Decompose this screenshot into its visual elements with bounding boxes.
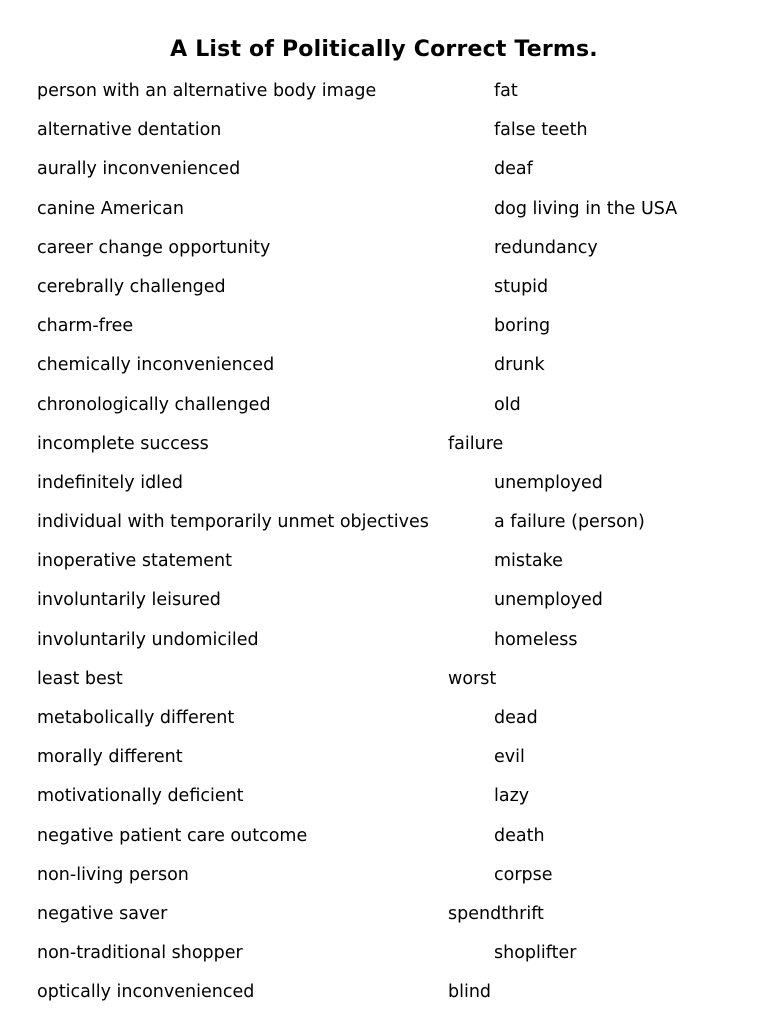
politically-correct-term: involuntarily undomiciled <box>37 629 259 650</box>
politically-correct-term: charm-free <box>37 316 134 337</box>
plain-meaning: dog living in the USA <box>494 198 678 219</box>
politically-correct-term: non-living person <box>37 864 189 885</box>
page-title: A List of Politically Correct Terms. <box>170 37 598 62</box>
term-row <box>0 973 768 1012</box>
plain-meaning: a failure (person) <box>494 512 645 533</box>
plain-meaning: drunk <box>494 355 545 376</box>
term-row <box>0 699 768 738</box>
term-row <box>0 934 768 973</box>
politically-correct-term: chronologically challenged <box>37 394 271 415</box>
plain-meaning: old <box>494 394 521 415</box>
term-row <box>0 503 768 542</box>
politically-correct-term: incomplete success <box>37 433 209 454</box>
plain-meaning: deaf <box>494 159 533 180</box>
politically-correct-term: optically inconvenienced <box>37 982 255 1003</box>
politically-correct-term: individual with temporarily unmet objectives <box>37 512 429 533</box>
term-row <box>0 660 768 699</box>
politically-correct-term: career change opportunity <box>37 237 271 258</box>
politically-correct-term: metabolically different <box>37 708 235 728</box>
politically-correct-term: canine American <box>37 198 184 219</box>
politically-correct-term: cerebrally challenged <box>37 276 226 297</box>
term-row <box>0 346 768 385</box>
terms-list <box>0 72 768 1013</box>
plain-meaning: evil <box>494 747 525 768</box>
plain-meaning: lazy <box>494 786 530 807</box>
term-row <box>0 856 768 895</box>
plain-meaning: death <box>494 825 545 846</box>
term-row <box>0 72 768 111</box>
politically-correct-term: person with an alternative body image <box>37 81 377 101</box>
term-row <box>0 425 768 464</box>
politically-correct-term: indefinitely idled <box>37 472 183 493</box>
term-row <box>0 542 768 581</box>
politically-correct-term: morally different <box>37 747 183 768</box>
politically-correct-term: aurally inconvenienced <box>37 159 241 180</box>
term-row <box>0 621 768 660</box>
plain-meaning: unemployed <box>494 590 603 611</box>
politically-correct-term: chemically inconvenienced <box>37 355 275 376</box>
term-row <box>0 464 768 503</box>
politically-correct-term: least best <box>37 668 123 689</box>
plain-meaning: fat <box>494 81 518 101</box>
term-row <box>0 817 768 856</box>
politically-correct-term: motivationally deficient <box>37 786 244 807</box>
plain-meaning: unemployed <box>494 472 603 493</box>
plain-meaning: worst <box>448 668 497 689</box>
plain-meaning: dead <box>494 708 538 728</box>
plain-meaning: false teeth <box>494 120 588 141</box>
politically-correct-term: non-traditional shopper <box>37 943 243 964</box>
plain-meaning: redundancy <box>494 237 598 258</box>
plain-meaning: failure <box>448 433 504 454</box>
term-row <box>0 150 768 189</box>
politically-correct-term: negative patient care outcome <box>37 825 308 846</box>
term-row <box>0 229 768 268</box>
term-row <box>0 738 768 777</box>
term-row <box>0 111 768 150</box>
term-row <box>0 190 768 229</box>
term-row <box>0 307 768 346</box>
plain-meaning: boring <box>494 316 551 337</box>
plain-meaning: blind <box>448 982 492 1003</box>
plain-meaning: spendthrift <box>448 903 544 924</box>
politically-correct-term: inoperative statement <box>37 551 232 572</box>
plain-meaning: corpse <box>494 864 553 885</box>
term-row <box>0 777 768 816</box>
term-row <box>0 386 768 425</box>
plain-meaning: homeless <box>494 629 578 650</box>
plain-meaning: shoplifter <box>494 943 577 964</box>
plain-meaning: mistake <box>494 551 563 572</box>
term-row <box>0 895 768 934</box>
politically-correct-term: negative saver <box>37 903 168 924</box>
term-row <box>0 268 768 307</box>
term-row <box>0 581 768 620</box>
politically-correct-term: alternative dentation <box>37 120 222 141</box>
plain-meaning: stupid <box>494 276 549 297</box>
politically-correct-term: involuntarily leisured <box>37 590 221 611</box>
